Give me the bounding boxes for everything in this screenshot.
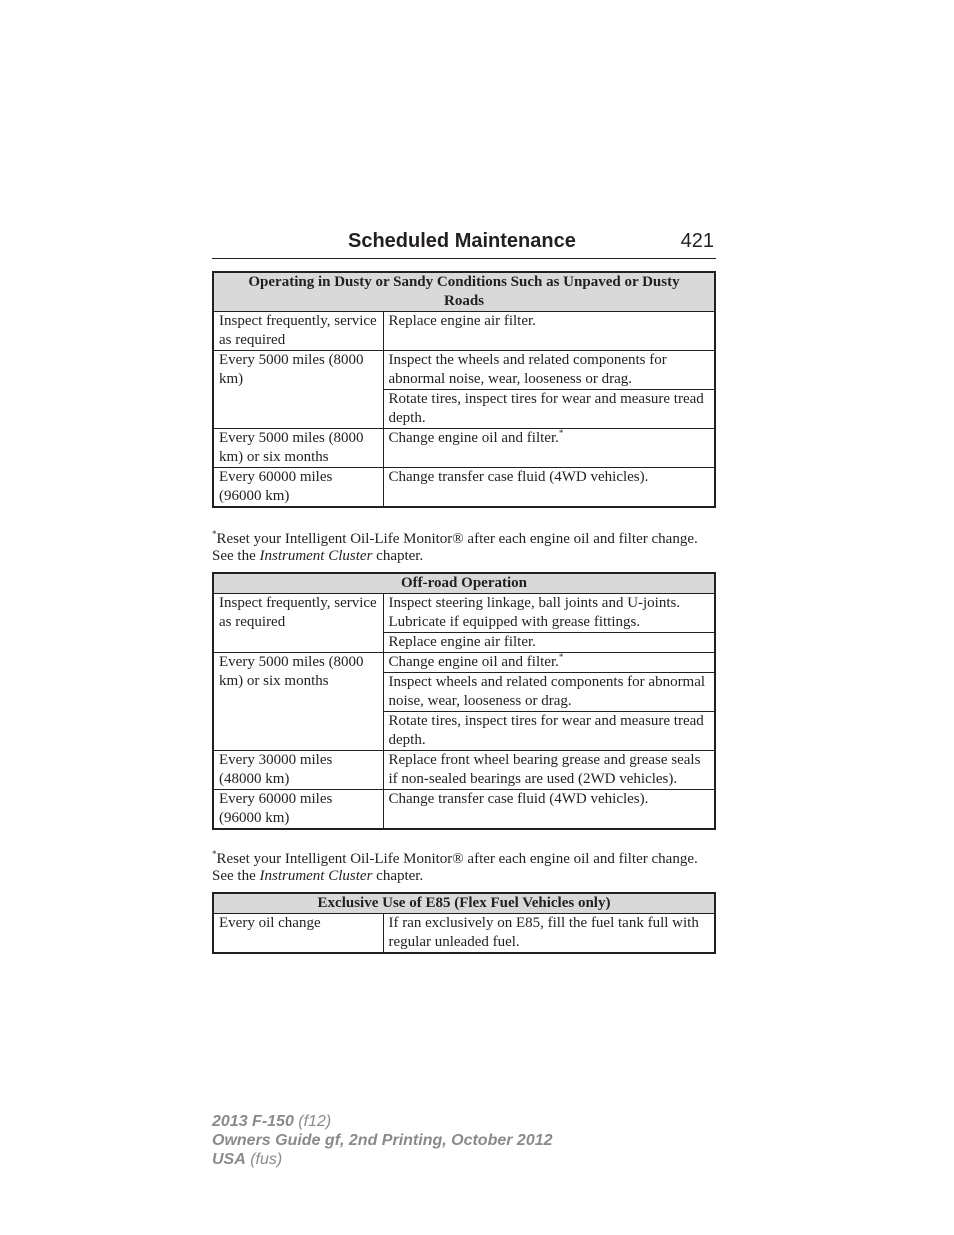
footnote bbox=[212, 531, 716, 565]
interval-cell: Every 60000 miles (96000 km) bbox=[213, 468, 383, 508]
action-cell: Replace engine air filter. bbox=[383, 312, 715, 351]
action-text: Change engine oil and filter. bbox=[388, 654, 559, 670]
footer-market-code: (fus) bbox=[245, 1151, 283, 1168]
action-text: Change engine oil and filter. bbox=[388, 430, 559, 446]
action-cell: Inspect wheels and related components for abnormal noise, wear, looseness or drag. bbox=[383, 673, 715, 712]
page-number: 421 bbox=[680, 230, 714, 252]
table-heading: Off-road Operation bbox=[213, 573, 715, 594]
interval-cell: Inspect frequently, service as required bbox=[213, 312, 383, 351]
footer-model-line bbox=[212, 1112, 553, 1131]
footer-model: 2013 F-150 bbox=[212, 1113, 294, 1130]
footer-market: USA bbox=[212, 1151, 246, 1168]
footnote-text-end: chapter. bbox=[372, 868, 424, 884]
footnote-marker: * bbox=[558, 428, 564, 438]
action-cell: Change transfer case fluid (4WD vehicles). bbox=[383, 790, 715, 830]
action-cell: Replace front wheel bearing grease and grease seals if non-sealed bearings are used (2WD vehicles). bbox=[383, 751, 715, 790]
interval-cell: Every oil change bbox=[213, 914, 383, 954]
action-cell: Inspect steering linkage, ball joints and U-joints. Lubricate if equipped with grease fittings. bbox=[383, 594, 715, 633]
footer-market-line bbox=[212, 1150, 553, 1169]
interval-cell: Every 5000 miles (8000 km) bbox=[213, 351, 383, 429]
interval-cell: Every 5000 miles (8000 km) or six months bbox=[213, 653, 383, 751]
action-cell: If ran exclusively on E85, fill the fuel tank full with regular unleaded fuel. bbox=[383, 914, 715, 954]
interval-cell: Every 60000 miles (96000 km) bbox=[213, 790, 383, 830]
footer-model-code: (f12) bbox=[293, 1113, 332, 1130]
table-heading: Exclusive Use of E85 (Flex Fuel Vehicles only) bbox=[213, 893, 715, 914]
footnote bbox=[212, 851, 716, 885]
interval-cell: Every 30000 miles (48000 km) bbox=[213, 751, 383, 790]
footnote-star: * bbox=[212, 529, 217, 539]
table-heading: Operating in Dusty or Sandy Conditions Such as Unpaved or Dusty Roads bbox=[213, 272, 715, 312]
footnote-text-end: chapter. bbox=[372, 548, 424, 564]
action-cell: Replace engine air filter. bbox=[383, 633, 715, 653]
footnote-star: * bbox=[212, 849, 217, 859]
action-cell bbox=[383, 653, 715, 673]
chapter-reference: Instrument Cluster bbox=[259, 868, 373, 884]
action-cell: Rotate tires, inspect tires for wear and measure tread depth. bbox=[383, 712, 715, 751]
action-cell: Change transfer case fluid (4WD vehicles). bbox=[383, 468, 715, 508]
interval-cell: Every 5000 miles (8000 km) or six months bbox=[213, 429, 383, 468]
footer-guide: Owners Guide gf, 2nd Printing, October 2012 bbox=[212, 1132, 553, 1149]
footnote-text: Reset your Intelligent Oil-Life Monitor® after each engine oil and filter change. See the bbox=[212, 531, 698, 564]
action-cell: Rotate tires, inspect tires for wear and measure tread depth. bbox=[383, 390, 715, 429]
footnote-marker: * bbox=[558, 652, 564, 662]
interval-cell: Inspect frequently, service as required bbox=[213, 594, 383, 653]
page-footer bbox=[212, 1112, 553, 1169]
dusty-conditions-table bbox=[212, 271, 716, 508]
footnote-text: Reset your Intelligent Oil-Life Monitor® after each engine oil and filter change. See the bbox=[212, 851, 698, 884]
footer-guide-line bbox=[212, 1131, 553, 1150]
section-title: Scheduled Maintenance bbox=[348, 230, 576, 252]
e85-table bbox=[212, 892, 716, 954]
action-cell: Inspect the wheels and related components for abnormal noise, wear, looseness or drag. bbox=[383, 351, 715, 390]
offroad-table bbox=[212, 572, 716, 830]
chapter-reference: Instrument Cluster bbox=[259, 548, 373, 564]
action-cell bbox=[383, 429, 715, 468]
page-header bbox=[212, 228, 716, 259]
